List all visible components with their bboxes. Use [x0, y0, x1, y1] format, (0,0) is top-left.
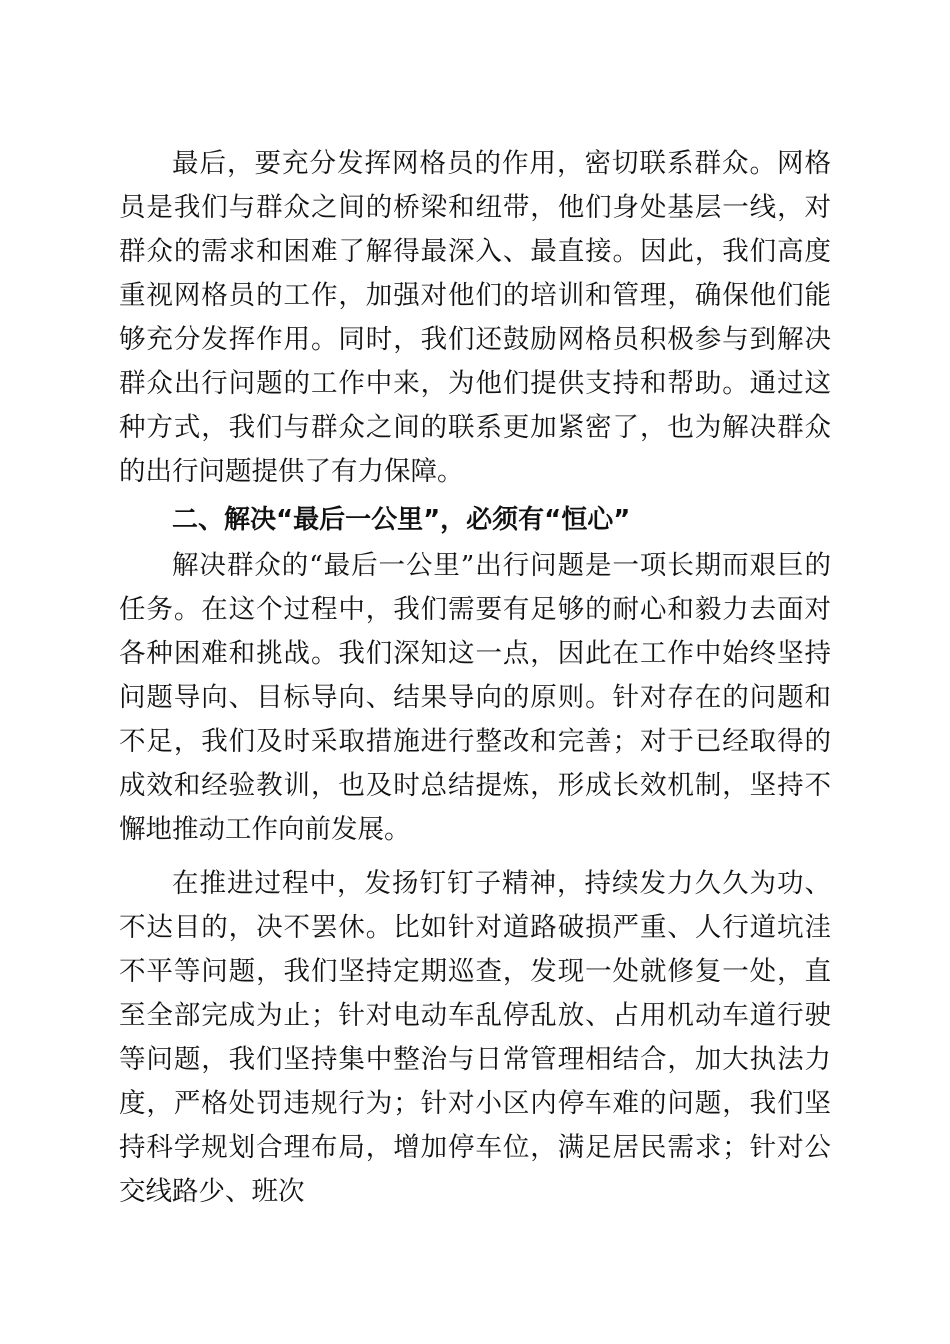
section-heading: 二、解决“最后一公里”，必须有“恒心”	[172, 505, 631, 535]
paragraph-gridworker-role: 最后，要充分发挥网格员的作用，密切联系群众。网格员是我们与群众之间的桥梁和纽带，他们身处基层一线，对群众的需求和困难了解得最深入、最直接。因此，我们高度重视网格员的工作，加强对他们的培训和管理，确保他们能够充分发挥作用。同时，我们还鼓励网格员积极参与到解决群众出行问题的工作中来，为他们提供支持和帮助。通过这种方式，我们与群众之间的联系更加紧密了，也为解决群众的出行问题提供了有力保障。	[119, 148, 831, 487]
document-body	[119, 142, 831, 1214]
paragraph-nail-spirit: 在推进过程中，发扬钉钉子精神，持续发力久久为功、不达目的，决不罢休。比如针对道路破损严重、人行道坑洼不平等问题，我们坚持定期巡查，发现一处就修复一处，直至全部完成为止；针对电动车乱停乱放、占用机动车道行驶等问题，我们坚持集中整治与日常管理相结合，加大执法力度，严格处罚违规行为；针对小区内停车难的问题，我们坚持科学规划合理布局，增加停车位，满足居民需求；针对公交线路少、班次	[119, 868, 831, 1207]
paragraph-gap	[119, 852, 831, 862]
paragraph-long-term-task: 解决群众的“最后一公里”出行问题是一项长期而艰巨的任务。在这个过程中，我们需要有足够的耐心和毅力去面对各种困难和挑战。我们深知这一点，因此在工作中始终坚持问题导向、目标导向、结果导向的原则。针对存在的问题和不足，我们及时采取措施进行整改和完善；对于已经取得的成效和经验教训，也及时总结提炼，形成长效机制，坚持不懈地推动工作向前发展。	[119, 550, 831, 845]
